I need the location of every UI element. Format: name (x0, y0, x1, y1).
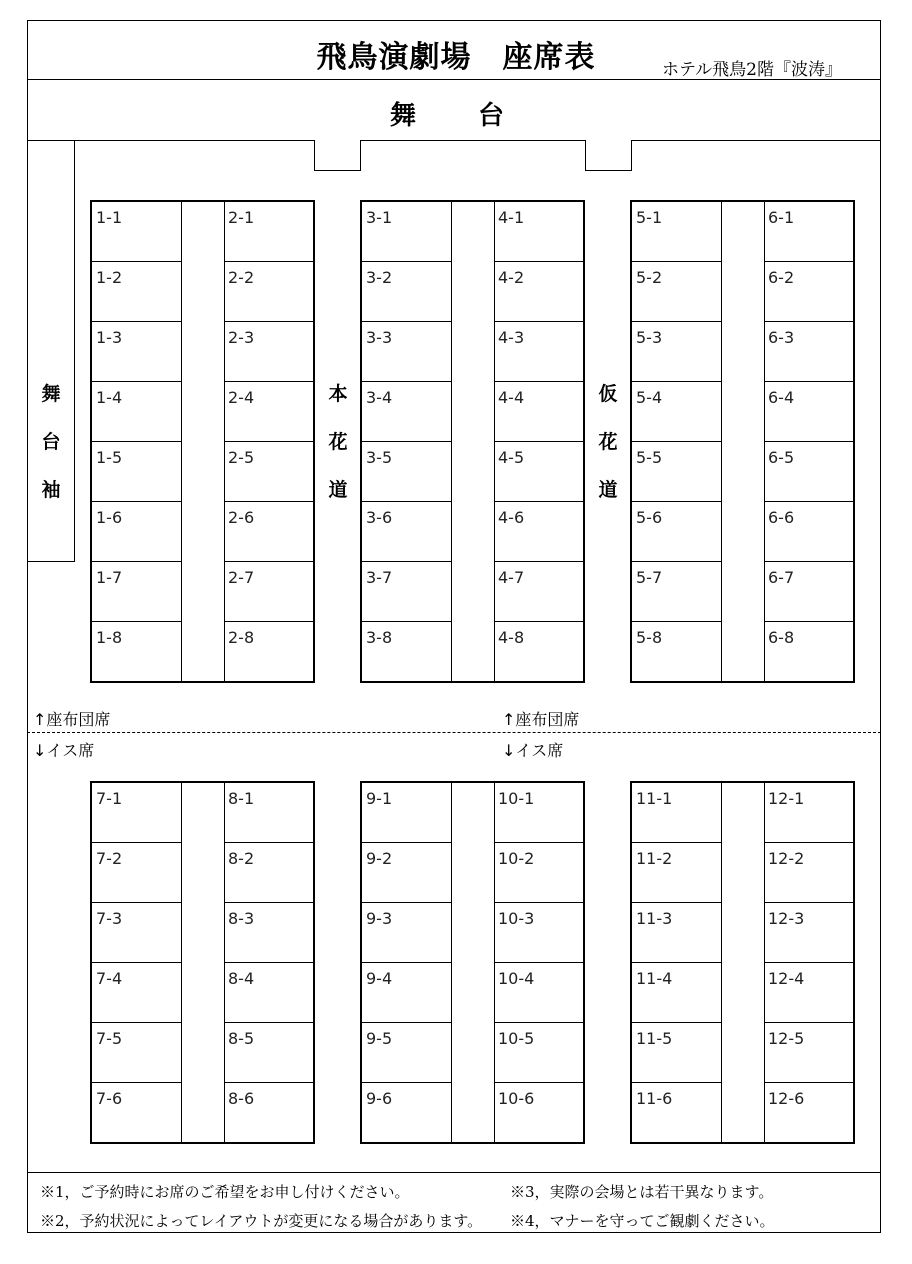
stage-label: 舞 台 (389, 101, 522, 131)
seat-block (90, 781, 315, 1144)
seat[interactable]: 3-1 (362, 202, 451, 262)
aisle-line (451, 202, 452, 681)
seat[interactable]: 10-5 (494, 1023, 583, 1083)
seat[interactable]: 4-2 (494, 262, 583, 322)
note-3: ※3，実際の会場とは若干異なります。 (510, 1183, 774, 1201)
seat[interactable]: 3-6 (362, 502, 451, 562)
aisle-line (721, 783, 722, 1142)
seat-block (630, 781, 855, 1144)
aisle-line (451, 783, 452, 1142)
seat[interactable]: 8-6 (228, 1089, 255, 1108)
seat[interactable]: 12-6 (768, 1089, 805, 1108)
seat-block (360, 781, 585, 1144)
stage-step-box-left (314, 140, 361, 171)
seat[interactable]: 8-2 (224, 843, 313, 903)
seat[interactable]: 10-2 (494, 843, 583, 903)
main-hanamichi-label (323, 370, 353, 514)
seat[interactable]: 1-8 (96, 628, 123, 647)
seat[interactable]: 9-3 (362, 903, 451, 963)
seat[interactable]: 2-5 (224, 442, 313, 502)
zabuton-marker-right: ↑座布団席 (502, 710, 580, 729)
seat[interactable]: 2-4 (224, 382, 313, 442)
seat[interactable]: 3-4 (362, 382, 451, 442)
seat[interactable]: 6-4 (764, 382, 853, 442)
seat[interactable]: 8-1 (224, 783, 313, 843)
seat[interactable]: 3-7 (362, 562, 451, 622)
seat[interactable]: 4-5 (494, 442, 583, 502)
seat[interactable]: 1-5 (92, 442, 181, 502)
temp-hanamichi-char-2: 花 (598, 431, 618, 453)
seat[interactable]: 5-2 (632, 262, 721, 322)
seat[interactable]: 11-2 (632, 843, 721, 903)
seat[interactable]: 12-3 (764, 903, 853, 963)
seat[interactable]: 7-5 (92, 1023, 181, 1083)
seat[interactable]: 9-4 (362, 963, 451, 1023)
seat[interactable]: 2-8 (228, 628, 255, 647)
seat[interactable]: 3-8 (366, 628, 393, 647)
wing-char-1: 舞 (41, 383, 61, 405)
seat[interactable]: 7-1 (92, 783, 181, 843)
seat[interactable]: 4-6 (494, 502, 583, 562)
seat[interactable]: 6-6 (764, 502, 853, 562)
seat[interactable]: 1-3 (92, 322, 181, 382)
seat[interactable]: 5-1 (632, 202, 721, 262)
seat[interactable]: 11-4 (632, 963, 721, 1023)
seat[interactable]: 2-7 (224, 562, 313, 622)
seat[interactable]: 1-1 (92, 202, 181, 262)
hanamichi-char-3: 道 (328, 479, 348, 501)
seat[interactable]: 6-7 (764, 562, 853, 622)
note-2: ※2，予約状況によってレイアウトが変更になる場合があります。 (40, 1212, 483, 1230)
seat[interactable]: 6-3 (764, 322, 853, 382)
seat[interactable]: 7-6 (96, 1089, 123, 1108)
stage-step-box-right (585, 140, 632, 171)
seat[interactable]: 10-4 (494, 963, 583, 1023)
seat[interactable]: 11-3 (632, 903, 721, 963)
seat[interactable]: 3-5 (362, 442, 451, 502)
seat-block (630, 200, 855, 683)
stage-front-line (74, 140, 881, 141)
seat-type-divider (27, 732, 881, 733)
seat[interactable]: 8-5 (224, 1023, 313, 1083)
notes-divider (27, 1172, 881, 1173)
note-4: ※4，マナーを守ってご観劇ください。 (510, 1212, 775, 1230)
venue-subtitle: ホテル飛鳥2階『波涛』 (662, 60, 842, 80)
wing-bottom-line (27, 561, 75, 562)
seat[interactable]: 6-2 (764, 262, 853, 322)
seat[interactable]: 12-4 (764, 963, 853, 1023)
wing-char-3: 袖 (41, 479, 61, 501)
seat-block (90, 200, 315, 683)
seat[interactable]: 2-2 (224, 262, 313, 322)
chair-marker-left: ↓イス席 (33, 741, 95, 760)
zabuton-marker-left: ↑座布団席 (33, 710, 111, 729)
seat[interactable]: 11-6 (636, 1089, 673, 1108)
seat[interactable]: 2-6 (224, 502, 313, 562)
temp-hanamichi-char-3: 道 (598, 479, 618, 501)
seat[interactable]: 9-6 (366, 1089, 393, 1108)
seat[interactable]: 1-6 (92, 502, 181, 562)
temp-hanamichi-char-1: 仮 (598, 383, 618, 405)
wing-right-line (74, 140, 75, 562)
seat[interactable]: 5-8 (636, 628, 663, 647)
seat[interactable]: 5-5 (632, 442, 721, 502)
seat[interactable]: 5-3 (632, 322, 721, 382)
wing-char-2: 台 (41, 431, 61, 453)
aisle-line (721, 202, 722, 681)
hanamichi-char-1: 本 (328, 383, 348, 405)
seat[interactable]: 9-1 (362, 783, 451, 843)
aisle-line (181, 202, 182, 681)
seat[interactable]: 1-4 (92, 382, 181, 442)
stage-wing-label (36, 370, 66, 514)
seat[interactable]: 5-6 (632, 502, 721, 562)
seat[interactable]: 5-4 (632, 382, 721, 442)
temp-hanamichi-label (593, 370, 623, 514)
seat[interactable]: 2-3 (224, 322, 313, 382)
seat[interactable]: 6-5 (764, 442, 853, 502)
seat-block (360, 200, 585, 683)
seat[interactable]: 3-2 (362, 262, 451, 322)
seat[interactable]: 7-4 (92, 963, 181, 1023)
seat[interactable]: 7-3 (92, 903, 181, 963)
seat[interactable]: 8-4 (224, 963, 313, 1023)
seat[interactable]: 6-8 (768, 628, 795, 647)
seat[interactable]: 11-1 (632, 783, 721, 843)
seat[interactable]: 1-2 (92, 262, 181, 322)
seat[interactable]: 6-1 (764, 202, 853, 262)
seat[interactable]: 11-5 (632, 1023, 721, 1083)
seat[interactable]: 10-6 (498, 1089, 535, 1108)
page-title: 飛鳥演劇場 座席表 (316, 40, 596, 75)
seat[interactable]: 10-1 (494, 783, 583, 843)
hanamichi-char-2: 花 (328, 431, 348, 453)
chair-marker-right: ↓イス席 (502, 741, 564, 760)
seat[interactable]: 8-3 (224, 903, 313, 963)
seat[interactable]: 4-1 (494, 202, 583, 262)
seat[interactable]: 12-1 (764, 783, 853, 843)
stage-line-left (27, 140, 74, 141)
note-1: ※1，ご予約時にお席のご希望をお申し付けください。 (40, 1183, 410, 1201)
seat[interactable]: 12-2 (764, 843, 853, 903)
seat[interactable]: 10-3 (494, 903, 583, 963)
seat[interactable]: 4-8 (498, 628, 525, 647)
seat[interactable]: 4-4 (494, 382, 583, 442)
seat[interactable]: 3-3 (362, 322, 451, 382)
aisle-line (181, 783, 182, 1142)
seat[interactable]: 4-3 (494, 322, 583, 382)
seat[interactable]: 2-1 (224, 202, 313, 262)
seat[interactable]: 4-7 (494, 562, 583, 622)
seat[interactable]: 1-7 (92, 562, 181, 622)
seat[interactable]: 7-2 (92, 843, 181, 903)
seat[interactable]: 5-7 (632, 562, 721, 622)
seat[interactable]: 12-5 (764, 1023, 853, 1083)
seat[interactable]: 9-2 (362, 843, 451, 903)
seat[interactable]: 9-5 (362, 1023, 451, 1083)
